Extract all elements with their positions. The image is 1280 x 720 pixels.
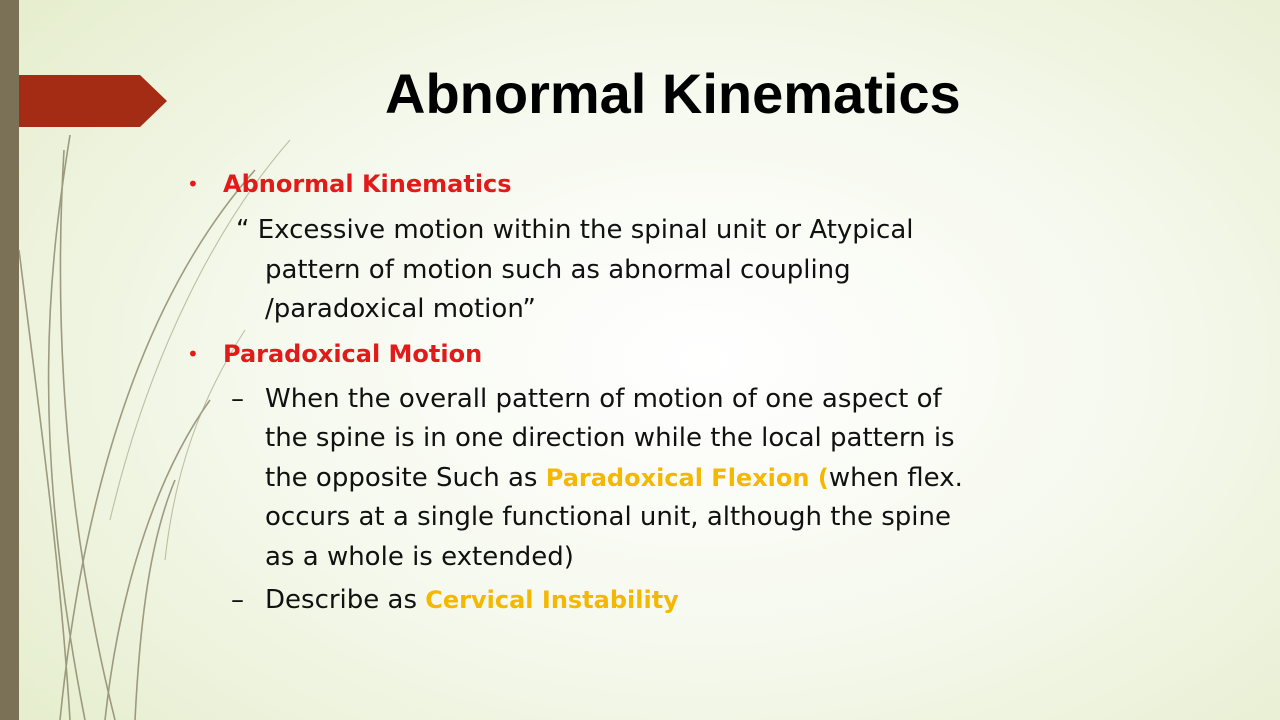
- quote-line-3: /paradoxical motion”: [265, 294, 536, 324]
- sub1-line-2: the spine is in one direction while the local pattern is: [265, 423, 955, 453]
- curve-3: [60, 170, 255, 720]
- sub1-line-3-pre: the opposite Such as: [265, 463, 546, 493]
- bullet-heading-abnormal-kinematics: Abnormal Kinematics: [223, 170, 512, 198]
- curve-5: [135, 480, 175, 720]
- cervical-instability-highlight: Cervical Instability: [425, 586, 679, 614]
- title-arrow-shape: [19, 75, 167, 127]
- curve-4: [105, 400, 210, 720]
- quote-line-1: “ Excessive motion within the spinal unit or Atypical: [236, 215, 914, 245]
- bullet-dot: •: [187, 172, 199, 196]
- sub1-line-4: occurs at a single functional unit, although the spine: [265, 502, 951, 532]
- sub1-line-1: When the overall pattern of motion of one aspect of: [265, 384, 942, 414]
- bullet-heading-paradoxical-motion: Paradoxical Motion: [223, 340, 483, 368]
- sub1-line-3-post: when flex.: [828, 463, 963, 493]
- dash-marker: –: [231, 585, 244, 615]
- sub2-line: [265, 581, 679, 621]
- bullet-dot: •: [187, 342, 199, 366]
- paradoxical-flexion-highlight: Paradoxical Flexion (: [545, 464, 829, 492]
- quote-line-2: pattern of motion such as abnormal coupling: [265, 255, 851, 285]
- dash-marker: –: [231, 384, 244, 414]
- sub1-line-3: [265, 459, 963, 499]
- curve-6: [19, 250, 70, 720]
- curve-2: [60, 150, 115, 720]
- slide-title: Abnormal Kinematics: [385, 62, 961, 125]
- sub1-line-5: as a whole is extended): [265, 542, 574, 572]
- sub2-pre: Describe as: [265, 585, 426, 615]
